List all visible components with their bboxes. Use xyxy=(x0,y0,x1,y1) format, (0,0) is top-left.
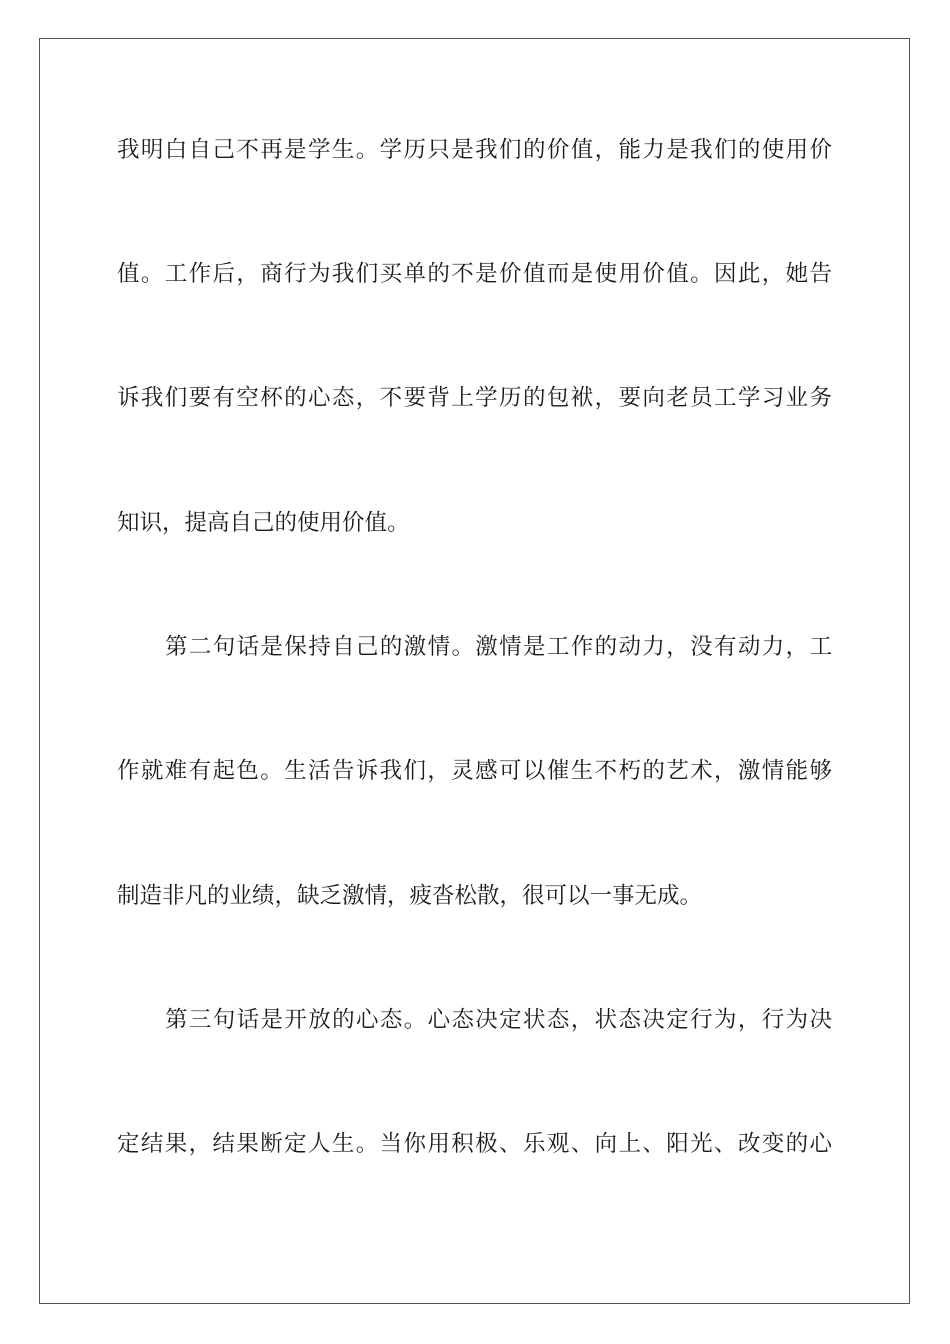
text-line: 作就难有起色。生活告诉我们，灵感可以催生不朽的艺术，激情能够 xyxy=(117,758,832,784)
text-line: 制造非凡的业绩，缺乏激情，疲沓松散，很可以一事无成。 xyxy=(117,883,703,909)
text-line: 诉我们要有空杯的心态，不要背上学历的包袱，要向老员工学习业务 xyxy=(117,385,832,411)
text-line: 我明白自己不再是学生。学历只是我们的价值，能力是我们的使用价 xyxy=(117,137,832,163)
page-border xyxy=(39,38,910,1304)
paragraph-first-line: 第二句话是保持自己的激情。激情是工作的动力，没有动力，工 xyxy=(165,634,832,660)
text-line: 知识，提高自己的使用价值。 xyxy=(117,510,410,536)
paragraph-first-line: 第三句话是开放的心态。心态决定状态，状态决定行为，行为决 xyxy=(165,1007,832,1033)
text-line: 值。工作后，商行为我们买单的不是价值而是使用价值。因此，她告 xyxy=(117,261,832,287)
text-line: 定结果，结果断定人生。当你用积极、乐观、向上、阳光、改变的心 xyxy=(117,1131,832,1157)
